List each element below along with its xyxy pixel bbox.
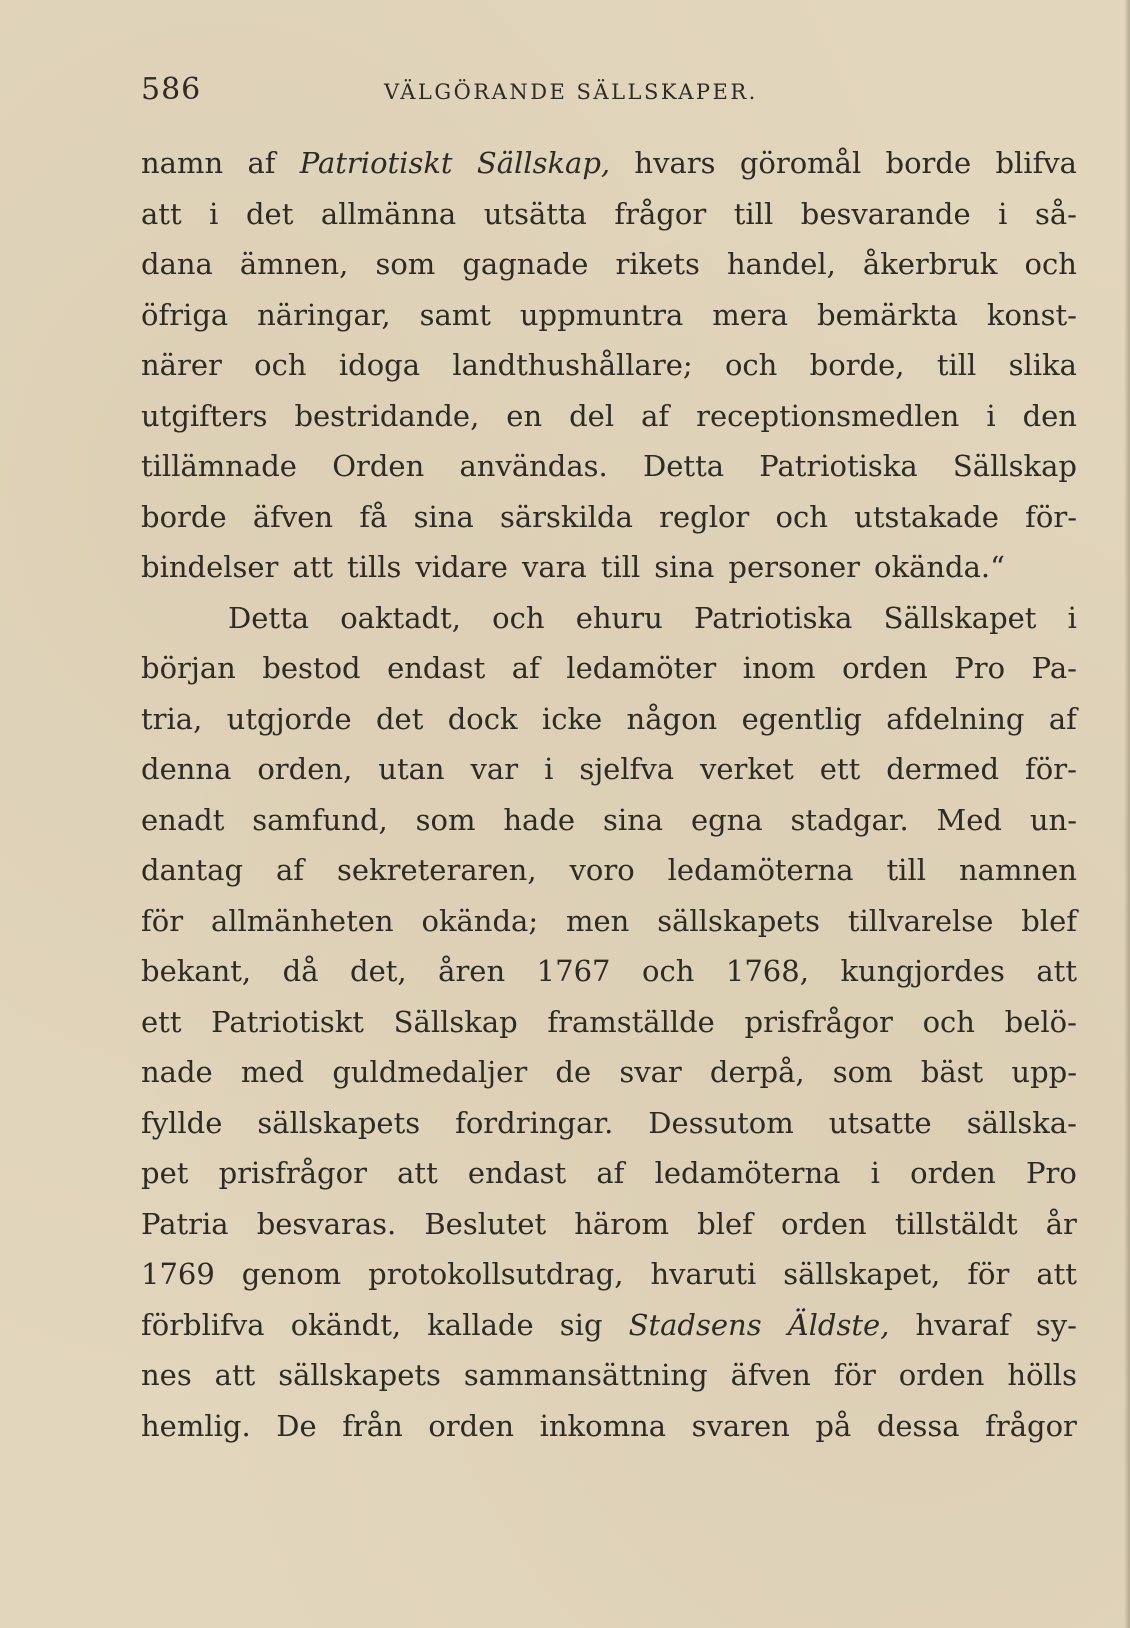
word: dessa xyxy=(876,1408,960,1443)
text-line xyxy=(141,542,1077,593)
text-line xyxy=(141,997,1077,1048)
word: i xyxy=(986,398,996,433)
word: det xyxy=(245,196,294,231)
word: sällska- xyxy=(966,1105,1077,1140)
word: inom xyxy=(742,651,816,685)
word: guldmedaljer xyxy=(332,1055,528,1089)
word: fordringar. xyxy=(455,1105,614,1140)
word: att xyxy=(141,196,182,231)
word: af xyxy=(511,651,540,685)
word: förblifva xyxy=(141,1307,265,1342)
word: ledamöterna xyxy=(667,853,854,887)
word: samfund, xyxy=(252,802,388,837)
word: pet xyxy=(141,1156,189,1190)
word: att xyxy=(397,1156,438,1190)
word: denna xyxy=(141,752,232,786)
word: slika xyxy=(1008,348,1077,382)
word: reglor xyxy=(659,499,750,534)
word: öfriga xyxy=(141,297,229,332)
word: orden xyxy=(898,1358,985,1392)
word: Patriotiska xyxy=(693,600,853,635)
word: allmänna xyxy=(320,196,457,231)
word: Patriotiska xyxy=(759,449,918,483)
word: början xyxy=(141,651,236,685)
word: svaren xyxy=(691,1408,790,1443)
word: någon xyxy=(626,701,718,736)
word: derpå, xyxy=(709,1055,805,1089)
word: de xyxy=(555,1055,592,1089)
text-line xyxy=(141,795,1077,846)
text-line xyxy=(141,391,1077,442)
word: ledamöter xyxy=(566,651,717,685)
word: besvaras. xyxy=(256,1206,397,1241)
word: gagnade xyxy=(462,247,589,281)
word: voro xyxy=(569,853,635,887)
word: den xyxy=(1022,398,1077,433)
word: rikets xyxy=(615,247,700,281)
word: Patriotiskt xyxy=(211,1004,364,1039)
text-line xyxy=(141,239,1077,290)
word: vara xyxy=(521,550,587,584)
word: och xyxy=(254,348,307,382)
word: handel, xyxy=(726,247,836,281)
word: orden xyxy=(781,1206,867,1241)
word: Pa- xyxy=(1031,651,1077,685)
word: prisfrågor xyxy=(218,1156,367,1190)
word: Detta xyxy=(643,449,725,483)
word: hade xyxy=(503,802,576,837)
word: sekreteraren, xyxy=(337,853,537,887)
word: var xyxy=(470,752,519,786)
word: ämnen, xyxy=(239,247,349,281)
word: okända.“ xyxy=(874,550,1005,584)
word: allmänheten xyxy=(210,903,394,938)
text-line xyxy=(141,593,1077,644)
word: särskilda xyxy=(499,499,633,534)
word: framställde xyxy=(547,1004,715,1039)
text-line xyxy=(141,189,1077,240)
word: af xyxy=(247,146,276,180)
page-number: 586 xyxy=(141,72,202,107)
word: att xyxy=(214,1358,256,1392)
body-text xyxy=(141,138,1077,1451)
word: tillstäldt xyxy=(894,1206,1018,1241)
word: endast xyxy=(387,651,486,685)
word: utsatte xyxy=(828,1105,932,1140)
word: afdelning xyxy=(886,701,1025,736)
word: Sällskap xyxy=(952,449,1077,483)
word: af xyxy=(641,398,670,433)
text-line xyxy=(141,1300,1077,1351)
word: för- xyxy=(1025,752,1077,786)
word: sällskapets xyxy=(657,903,820,938)
word: dermed xyxy=(886,752,1000,786)
word: personer xyxy=(728,550,861,584)
word: till xyxy=(936,348,977,382)
word: i xyxy=(544,752,554,786)
word: ett xyxy=(141,1004,182,1039)
word: hemlig. xyxy=(141,1408,251,1443)
word: på xyxy=(815,1408,852,1443)
word: idoga xyxy=(338,348,421,382)
word: tillvarelse xyxy=(847,903,994,938)
word: landthushållare; xyxy=(452,348,693,382)
word: upp- xyxy=(1011,1055,1077,1089)
word: men xyxy=(566,903,630,938)
word: sällskapets xyxy=(257,1105,421,1140)
word: Orden xyxy=(332,449,425,483)
word: det, xyxy=(350,954,407,988)
word: tria, xyxy=(141,701,203,736)
word: användas. xyxy=(459,449,608,483)
word: receptionsmedlen xyxy=(696,398,960,433)
word: och xyxy=(1024,247,1077,281)
word: och xyxy=(922,1004,975,1039)
word: bäst xyxy=(920,1055,984,1089)
word: prisfrågor xyxy=(744,1004,893,1039)
word: till xyxy=(600,550,641,584)
word: för xyxy=(141,903,184,938)
word: svar xyxy=(619,1055,682,1089)
word: närer xyxy=(141,348,222,382)
word: göromål xyxy=(739,146,862,180)
word: vidare xyxy=(415,550,508,584)
text-line xyxy=(141,946,1077,997)
word: som xyxy=(375,247,436,281)
word: dantag xyxy=(141,853,244,887)
italic-word: Sällskap, xyxy=(476,146,611,180)
word: att xyxy=(1036,954,1077,988)
italic-word: Stadsens xyxy=(628,1307,762,1342)
word: 1767 xyxy=(536,954,611,988)
page-edge-shadow xyxy=(1124,0,1130,1628)
word: det xyxy=(375,701,424,736)
word: med xyxy=(240,1055,305,1089)
word: utstakade xyxy=(854,499,999,534)
word: så- xyxy=(1034,196,1077,231)
word: oaktadt, xyxy=(340,600,461,635)
text-line xyxy=(141,1148,1077,1199)
word: äfven xyxy=(730,1358,811,1392)
word: De xyxy=(276,1408,317,1443)
word: sällskapets xyxy=(278,1358,441,1392)
word: okända; xyxy=(421,903,539,938)
word: inkomna xyxy=(539,1408,667,1443)
page-header xyxy=(141,72,1077,112)
text-line xyxy=(141,1350,1077,1401)
text-line xyxy=(141,845,1077,896)
word: i xyxy=(998,196,1008,231)
text-line xyxy=(141,643,1077,694)
word: borde, xyxy=(809,348,905,382)
word: utsätta xyxy=(483,196,587,231)
word: kallade xyxy=(427,1307,534,1342)
text-line xyxy=(141,1401,1077,1452)
text-line xyxy=(141,1249,1077,1300)
word: bestod xyxy=(262,651,361,685)
word: för xyxy=(833,1358,876,1392)
word: blef xyxy=(1021,903,1077,938)
text-line xyxy=(141,1199,1077,1250)
word: och xyxy=(775,499,828,534)
word: att xyxy=(292,550,334,584)
word: 1769 xyxy=(141,1257,215,1291)
word: bindelser xyxy=(141,550,279,584)
word: bemärkta xyxy=(817,297,958,332)
word: hvars xyxy=(634,146,716,180)
word: från xyxy=(342,1408,403,1443)
word: endast xyxy=(467,1156,567,1190)
italic-word: Patriotiskt xyxy=(299,146,453,180)
word: hölls xyxy=(1007,1358,1077,1392)
word: att xyxy=(1036,1257,1077,1291)
word: sina xyxy=(602,802,664,837)
word: af xyxy=(1048,701,1077,736)
word: samt xyxy=(419,297,491,332)
word: sig xyxy=(559,1307,603,1342)
word: och xyxy=(724,348,778,382)
word: mera xyxy=(712,297,789,332)
word: namnen xyxy=(958,853,1077,887)
word: af xyxy=(276,853,305,887)
word: utgifters xyxy=(141,398,268,433)
word: tillämnade xyxy=(141,449,297,483)
word: en xyxy=(506,398,543,433)
word: uppmuntra xyxy=(519,297,684,332)
italic-word: Äldste, xyxy=(787,1307,890,1342)
word: härom xyxy=(574,1206,670,1241)
word: stadgar. xyxy=(790,802,909,837)
text-line xyxy=(141,896,1077,947)
word: besvarande xyxy=(800,196,971,231)
word: egentlig xyxy=(741,701,862,736)
word: då xyxy=(282,954,319,988)
word: egna xyxy=(690,802,763,837)
word: af xyxy=(596,1156,625,1190)
word: åkerbruk xyxy=(862,247,998,281)
word: enadt xyxy=(141,802,225,837)
word: kungjordes xyxy=(840,954,1005,988)
word: sina xyxy=(413,499,474,534)
word: till xyxy=(886,853,927,887)
word: Beslutet xyxy=(424,1206,547,1241)
word: Detta xyxy=(228,600,310,635)
word: sammansättning xyxy=(463,1358,708,1392)
word: äfven xyxy=(252,499,334,534)
word: 1768, xyxy=(725,954,809,988)
word: tills xyxy=(347,550,402,584)
word: hvaraf xyxy=(915,1307,1010,1342)
word: sina xyxy=(654,550,715,584)
word: Sällskapet xyxy=(883,600,1037,635)
word: sjelfva xyxy=(579,752,675,786)
word: åren xyxy=(438,954,506,988)
word: namn xyxy=(141,146,224,180)
word: bestridande, xyxy=(294,398,480,433)
word: frågor xyxy=(985,1408,1077,1443)
word: Med xyxy=(936,802,1002,837)
word: och xyxy=(492,600,545,635)
word: till xyxy=(733,196,774,231)
word: Patria xyxy=(141,1206,229,1241)
word: som xyxy=(832,1055,893,1089)
word: protokollsutdrag, xyxy=(368,1257,624,1291)
word: Pro xyxy=(1026,1156,1077,1190)
word: icke xyxy=(541,701,603,736)
word: borde xyxy=(885,146,972,180)
word: för- xyxy=(1025,499,1077,534)
word: ledamöterna xyxy=(654,1156,841,1190)
word: sällskapet, xyxy=(783,1257,941,1291)
word: fyllde xyxy=(141,1105,223,1140)
text-line xyxy=(141,138,1077,189)
word: blef xyxy=(697,1206,753,1241)
text-line xyxy=(141,441,1077,492)
running-head: VÄLGÖRANDE SÄLLSKAPER. xyxy=(384,80,758,104)
word: hvaruti xyxy=(650,1257,757,1291)
text-line xyxy=(141,744,1077,795)
word: i xyxy=(209,196,219,231)
word: frågor xyxy=(614,196,707,231)
word: nade xyxy=(141,1055,213,1089)
word: ehuru xyxy=(575,600,663,635)
word: år xyxy=(1045,1206,1077,1241)
word: dock xyxy=(447,701,518,736)
word: näringar, xyxy=(257,297,391,332)
word: Sällskap xyxy=(393,1004,518,1039)
word: Pro xyxy=(954,651,1006,685)
word: utan xyxy=(378,752,445,786)
word: blifva xyxy=(995,146,1077,180)
word: orden xyxy=(428,1408,515,1443)
text-line xyxy=(141,694,1077,745)
word: och xyxy=(642,954,695,988)
word: ett xyxy=(819,752,861,786)
word: för xyxy=(967,1257,1010,1291)
word: nes xyxy=(141,1358,192,1392)
word: orden, xyxy=(257,752,353,786)
text-line xyxy=(141,290,1077,341)
text-line xyxy=(141,492,1077,543)
word: sy- xyxy=(1035,1307,1077,1342)
word: borde xyxy=(141,499,227,534)
word: Dessutom xyxy=(648,1105,794,1140)
word: orden xyxy=(910,1156,996,1190)
text-line xyxy=(141,1047,1077,1098)
word: få xyxy=(359,499,388,534)
word: orden xyxy=(842,651,928,685)
word: i xyxy=(1067,600,1077,635)
word: konst- xyxy=(986,297,1077,332)
word: genom xyxy=(241,1257,342,1291)
text-line xyxy=(141,340,1077,391)
word: verket xyxy=(700,752,794,786)
text-line xyxy=(141,1098,1077,1149)
word: belö- xyxy=(1004,1004,1077,1039)
word: utgjorde xyxy=(226,701,352,736)
word: bekant, xyxy=(141,954,252,988)
word: som xyxy=(415,802,476,837)
word: un- xyxy=(1029,802,1077,837)
word: i xyxy=(870,1156,880,1190)
word: dana xyxy=(141,247,213,281)
word: del xyxy=(569,398,615,433)
word: okändt, xyxy=(290,1307,402,1342)
